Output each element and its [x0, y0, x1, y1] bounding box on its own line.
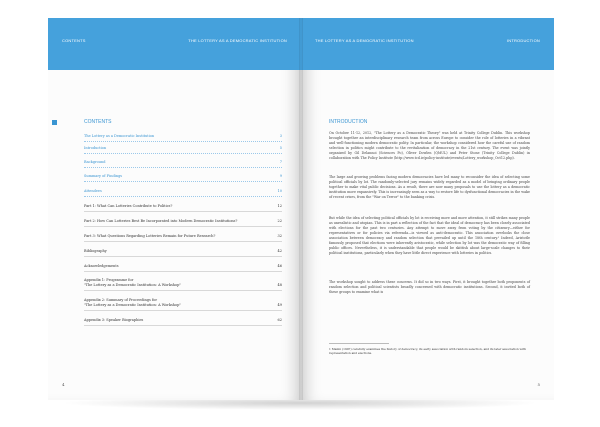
- toc-row[interactable]: [84, 202, 282, 212]
- toc-rule: [84, 181, 282, 182]
- toc-label-line2: "The Lottery as a Democratic Institution: A Workshop": [84, 303, 181, 307]
- toc-rule: [84, 256, 282, 257]
- toc-row[interactable]: [84, 144, 282, 154]
- toc-rule: [84, 271, 282, 272]
- toc-page: 32: [277, 234, 282, 238]
- toc-rule: [84, 141, 282, 142]
- left-page: [48, 18, 301, 400]
- toc-rule: [84, 226, 282, 227]
- toc-page: 3: [279, 134, 282, 138]
- toc-row[interactable]: [84, 316, 282, 326]
- toc-rule: [84, 153, 282, 154]
- toc-label: Attendees: [84, 189, 102, 193]
- toc-rule: [84, 167, 282, 168]
- toc-row[interactable]: [84, 262, 282, 272]
- toc-label: Part 2: How Can Lotteries Best Be Incorporated into Modern Democratic Institutions?: [84, 219, 238, 223]
- toc-rule: [84, 241, 282, 242]
- toc-label: Background: [84, 160, 106, 164]
- footnote: 1 Manin (1997) carefully examines the history of democracy, its early association with random selection, and its later association with representation and elections.: [329, 347, 526, 356]
- toc-page: 46: [277, 264, 282, 268]
- toc-row[interactable]: [84, 276, 282, 291]
- toc-rule: [84, 325, 282, 326]
- toc-row[interactable]: [84, 172, 282, 182]
- toc-label: Appendix 2: Summary of Proceedings for: [84, 298, 158, 302]
- toc-page: 22: [277, 219, 282, 223]
- right-header-band: [301, 18, 554, 70]
- left-page-number: 4: [62, 382, 65, 387]
- left-running-title: THE LOTTERY AS A DEMOCRATIC INSTITUTION: [188, 38, 287, 43]
- toc-page: 5: [279, 146, 282, 150]
- toc-row[interactable]: [84, 247, 282, 257]
- toc-label: Part 1: What Can Lotteries Contribute to Politics?: [84, 204, 173, 208]
- body-paragraph: The large and growing problems facing modern democracies have led many to reconsider the idea of selecting some political officials by lot. The randomly-selected jury remains widely regarded as a model of bringing ordinary people together to make vital public decisions. As a result, there are now many proposals to use the lottery as a democratic institution more expansively. This is increasingly seen as a way to restore life to dysfunctional democracies in the wake of recent crises, from the "War on Terror" to the banking crisis.: [329, 175, 530, 200]
- footnote-rule: [329, 343, 389, 344]
- toc-page: 12: [277, 204, 282, 208]
- toc-label: The Lottery as a Democratic Institution: [84, 134, 155, 138]
- body-paragraph: On October 11-12, 2012, "The Lottery as a Democratic Theory" was held at Trinity College Dublin. This workshop brought together an interdisciplinary research team from across Europe to consider the role of lotteries in a vibrant and well-functioning modern democratic polity. In particular, the workshop considered how the careful use of random selection in politics might contribute to the revitalization of democracy in the 21st century. The event was jointly organized by Gil Delannoi (Sciences Po), Oliver Dowlen (QMUL) and Peter Stone (Trinity College Dublin) in collaboration with The Policy Institute (http://www.tcd.ie/policy-institute/events/Lottery_workshop_Oct12.php).: [329, 131, 530, 161]
- right-running-title: THE LOTTERY AS A DEMOCRATIC INSTITUTION: [315, 38, 414, 43]
- toc-label: Appendix 1: Programme for: [84, 278, 134, 282]
- toc-row[interactable]: [84, 232, 282, 242]
- book-gutter: [299, 18, 303, 400]
- toc-label: Summary of Findings: [84, 174, 123, 178]
- right-page: [301, 18, 554, 400]
- toc-row[interactable]: [84, 217, 282, 227]
- section-marker: [52, 120, 57, 125]
- toc-label: Bibliography: [84, 249, 107, 253]
- body-paragraph: The workshop sought to address these concerns. It did so in two ways. First, it brought together both proponents of random selection and political scientists broadly concerned with democratic institutions. Second, it invited both of these groups to examine what is: [329, 280, 530, 295]
- toc-page: 49: [277, 303, 282, 307]
- toc-label: Introduction: [84, 146, 107, 150]
- toc-page: 10: [277, 189, 282, 193]
- body-paragraph: But while the idea of selecting political officials by lot is receiving more and more attention, it still strikes many people as unrealistic and utopian. This is in part a reflection of the fact that the ideal of democracy has been closely associated with elections for the past two centuries. Any attempt to move away from voting by the citizenry—either for representatives or for policies via referenda—is viewed as anti-democratic. This association overlooks the close association between democracy and random selection that prevailed up until the 18th century.¹ Indeed, Aristotle famously proposed that elections were inherently aristocratic, while selection by lot was the democratic way of filling public offices. Nevertheless, it is understandable that people would be skittish about large-scale changes to their political institutions, particularly when they have little direct experience with lotteries in politics.: [329, 216, 530, 256]
- left-header-band: [48, 18, 301, 70]
- toc-rule: [84, 196, 282, 197]
- toc-page: 7: [279, 160, 282, 164]
- toc-rule: [84, 211, 282, 212]
- toc-label-line2: "The Lottery as a Democratic Institution: A Workshop": [84, 283, 181, 287]
- toc-row[interactable]: [84, 158, 282, 168]
- toc-page: 9: [279, 174, 282, 178]
- toc-page: 48: [277, 283, 282, 287]
- toc-page: 42: [277, 249, 282, 253]
- right-page-number: 5: [537, 382, 540, 387]
- introduction-heading: INTRODUCTION: [329, 119, 368, 125]
- contents-heading: CONTENTS: [84, 119, 112, 125]
- toc-row[interactable]: [84, 132, 282, 142]
- toc-rule: [84, 290, 282, 291]
- toc-label: Part 3: What Questions Regarding Lotteries Remain for Future Research?: [84, 234, 216, 238]
- right-running-head: INTRODUCTION: [506, 38, 540, 43]
- toc-row[interactable]: [84, 296, 282, 311]
- toc-row[interactable]: [84, 187, 282, 197]
- toc-page: 62: [277, 318, 282, 322]
- left-running-head: CONTENTS: [62, 38, 86, 43]
- toc-label: Acknowledgements: [84, 264, 119, 268]
- book-spread: [48, 18, 554, 400]
- toc-label: Appendix 3: Speaker Biographies: [84, 318, 144, 322]
- toc-rule: [84, 310, 282, 311]
